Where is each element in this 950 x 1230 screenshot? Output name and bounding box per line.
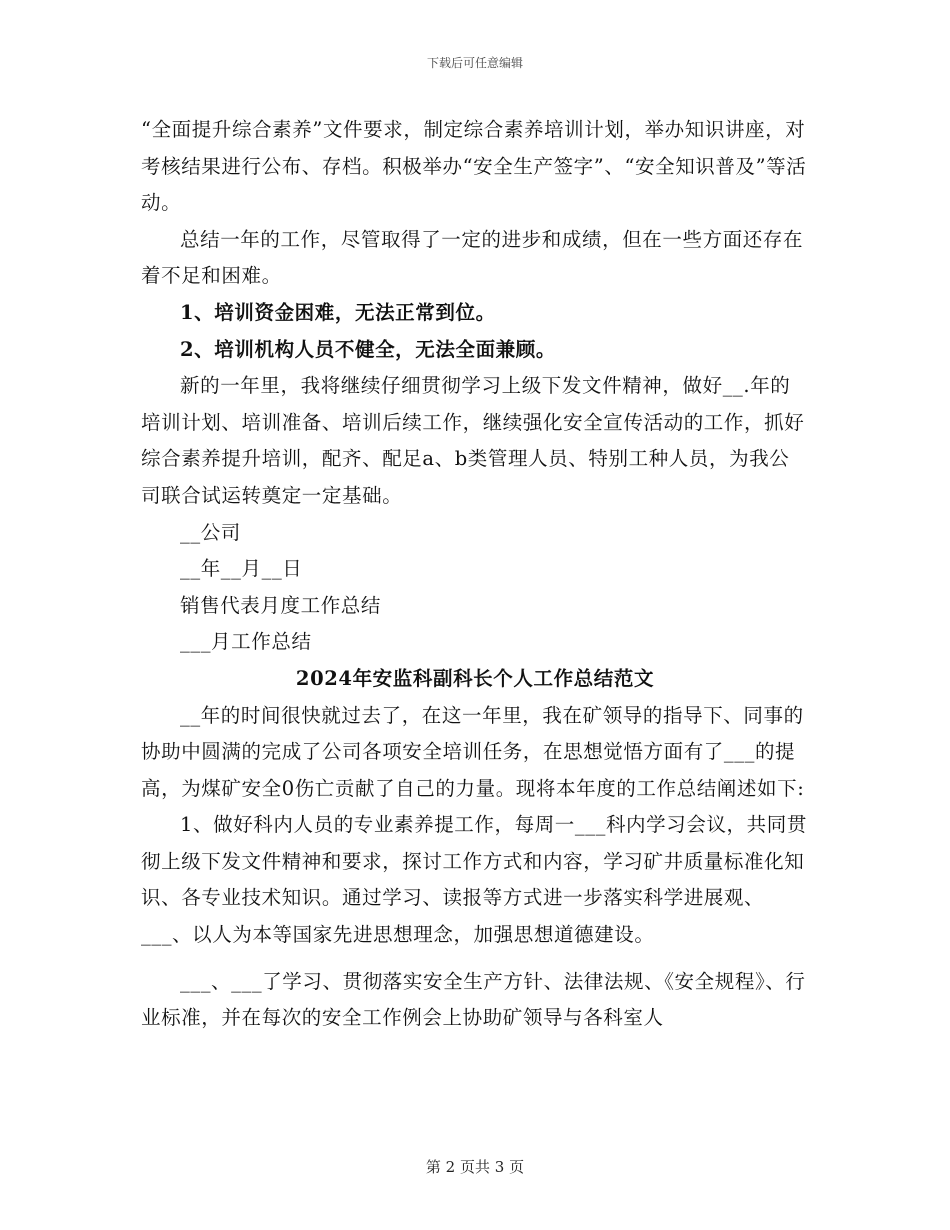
page-header: 下载后可任意编辑: [426, 56, 523, 70]
document-body: [141, 112, 809, 1037]
signature-date: __年__月__日: [180, 557, 303, 581]
paragraph: 1、做好科内人员的专业素养提工作，每周一___科内学习会议，共同贯彻上级下发文件精神和要求，探讨工作方式和内容，学习矿井质量标准化知识、各专业技术知识。通过学习、读报等方式进一步落实科学进展观、___、以人为本等国家先进思想理念，加强思想道德建设。: [141, 813, 807, 947]
section-title: 2024年安监科副科长个人工作总结范文: [295, 666, 655, 690]
paragraph: 总结一年的工作，尽管取得了一定的进步和成绩，但在一些方面还存在着不足和困难。: [141, 227, 804, 288]
paragraph: “全面提升综合素养”文件要求，制定综合素养培训计划，举办知识讲座，对考核结果进行公布、存档。积极举办“安全生产签字”、“安全知识普及”等活动。: [141, 118, 807, 215]
list-item-bold: 1、培训资金困难，无法正常到位。: [180, 300, 496, 324]
paragraph: ___、___了学习、贯彻落实安全生产方针、法律法规、《安全规程》、行业标准，并在每次的安全工作例会上协助矿领导与各科室人: [141, 969, 806, 1030]
signature-company: __公司: [180, 520, 241, 544]
page-footer: 第 2 页共 3 页: [425, 1158, 525, 1176]
paragraph: 新的一年里，我将继续仔细贯彻学习上级下发文件精神，做好__.年的培训计划、培训准备、培训后续工作，继续强化安全宣传活动的工作，抓好综合素养提升培训，配齐、配足a、b类管理人员、特别工种人员，为我公司联合试运转奠定一定基础。: [141, 374, 805, 507]
list-item-bold: 2、培训机构人员不健全，无法全面兼顾。: [180, 337, 556, 361]
paragraph: 销售代表月度工作总结: [180, 593, 382, 617]
paragraph: __年的时间很快就过去了，在这一年里，我在矿领导的指导下、同事的协助中圆满的完成了公司各项安全培训任务，在思想觉悟方面有了___的提高，为煤矿安全0伤亡贡献了自己的力量。现将本年度的工作总结阐述如下:: [141, 703, 805, 800]
paragraph: ___月工作总结: [180, 630, 312, 654]
